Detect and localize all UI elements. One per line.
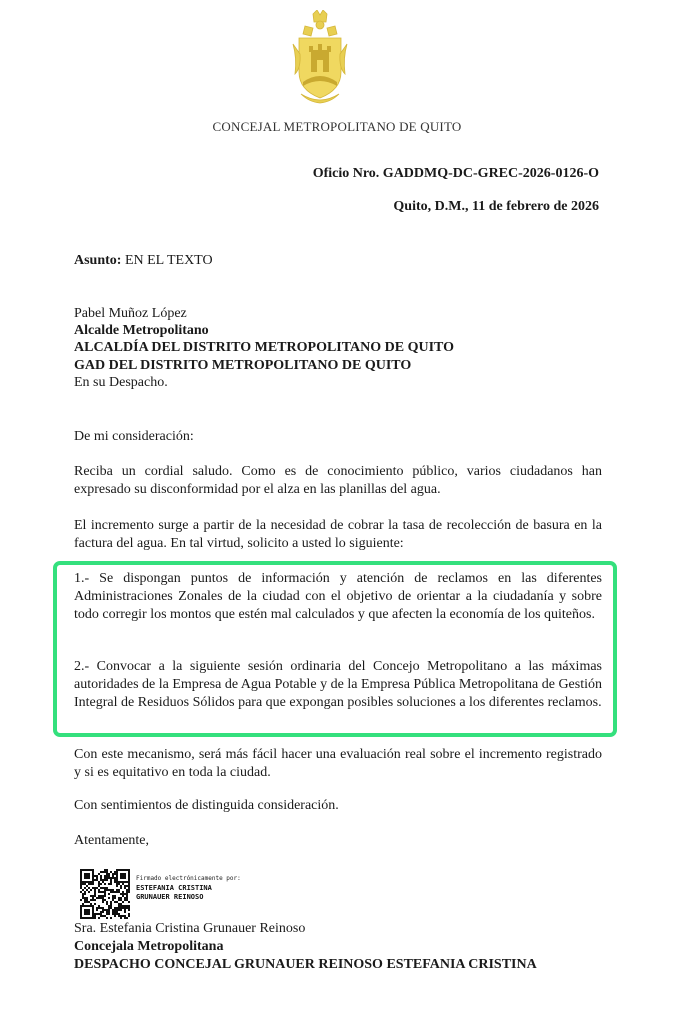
paragraph-3: Con este mecanismo, será más fácil hacer una evaluación real sobre el incremento registrado y si es equitativo en toda la ciudad. — [74, 747, 602, 780]
organization-header: CONCEJAL METROPOLITANO DE QUITO — [212, 119, 462, 134]
signer-title: Concejala Metropolitana — [74, 939, 224, 954]
qr-code-icon — [80, 869, 130, 919]
signer-office: DESPACHO CONCEJAL GRUNAUER REINOSO ESTEFANIA CRISTINA — [74, 957, 537, 972]
signer-name: Sra. Estefania Cristina Grunauer Reinoso — [74, 921, 306, 936]
subject-value: EN EL TEXTO — [121, 253, 213, 268]
oficio-number: Oficio Nro. GADDMQ-DC-GREC-2026-0126-O — [312, 166, 599, 181]
paragraph-2: El incremento surge a partir de la necesidad de cobrar la tasa de recolección de basura en la factura del agua. En tal virtud, solicito a usted lo siguiente: — [74, 518, 602, 551]
request-item-2: 2.- Convocar a la siguiente sesión ordinaria del Concejo Metropolitano a las máximas autoridades de la Empresa de Agua Potable y de la Empresa Pública Metropolitana de Gestión Integral de Residuos Sólidos para que expongan posibles soluciones a los diferentes reclamos. — [74, 659, 602, 710]
closing: Con sentimientos de distinguida consideración. — [74, 798, 339, 813]
place-date: Quito, D.M., 11 de febrero de 2026 — [393, 199, 599, 214]
signer-line-1: ESTEFANIA CRISTINA — [136, 884, 212, 892]
regards: Atentamente, — [74, 833, 150, 848]
request-item-1: 1.- Se dispongan puntos de información y atención de reclamos en las diferentes Administraciones Zonales de la ciudad con el objetivo de orientar a la ciudadanía y sobre todo corregir los montos que estén mal calculados y que afecten la economía de los quiteños. — [74, 571, 602, 622]
paragraph-1: Reciba un cordial saludo. Como es de conocimiento público, varios ciudadanos han expresado su disconformidad por el alza en las planillas del agua. — [74, 464, 602, 497]
recipient-org-2: GAD DEL DISTRITO METROPOLITANO DE QUITO — [74, 358, 412, 373]
signer-line-2: GRUNAUER REINOSO — [136, 893, 204, 901]
quito-coat-of-arms-icon — [291, 10, 349, 106]
subject-line — [74, 253, 213, 269]
recipient-org-1: ALCALDÍA DEL DISTRITO METROPOLITANO DE QUITO — [74, 340, 455, 355]
recipient-name: Pabel Muñoz López — [74, 306, 187, 321]
salutation: De mi consideración: — [74, 429, 194, 444]
recipient-title: Alcalde Metropolitano — [74, 323, 209, 338]
signed-label: Firmado electrónicamente por: — [136, 875, 241, 882]
recipient-location: En su Despacho. — [74, 375, 168, 390]
subject-label: Asunto: — [74, 253, 122, 268]
